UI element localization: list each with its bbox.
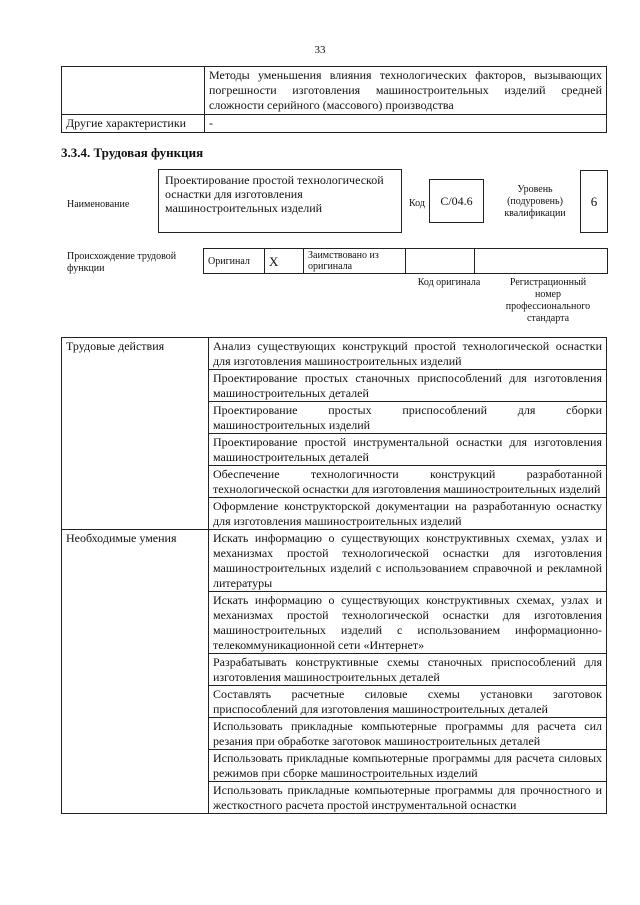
table-row: [204, 249, 608, 274]
origin-label: Происхождение трудовой функции: [67, 251, 177, 274]
registration-number-cell: [475, 249, 608, 274]
category-cell: Необходимые умения: [62, 530, 209, 814]
table-cell-value: Методы уменьшения влияния технологических факторов, вызывающих погрешности изготовления машиностроительных изделий средней сложности серийного (массового) производства: [205, 67, 607, 115]
origin-table: [203, 248, 608, 274]
section-title: 3.3.4. Трудовая функция: [61, 145, 204, 160]
item-cell: Использовать прикладные компьютерные программы для прочностного и жесткостного расчета простой инструментальной оснастки: [209, 782, 607, 814]
name-label: Наименование: [67, 199, 130, 210]
level-label: Уровень (подуровень) квалификации: [504, 184, 566, 219]
borrowed-label: Заимствовано из оригинала: [304, 249, 406, 274]
item-cell: Анализ существующих конструкций простой технологической оснастки для изготовления машиностроительных изделий: [209, 338, 607, 370]
item-cell: Проектирование простых станочных приспособлений для изготовления машиностроительных деталей: [209, 370, 607, 402]
item-cell: Составлять расчетные силовые схемы установки заготовок приспособлений для изготовления машиностроительных деталей: [209, 686, 607, 718]
table-row: [62, 530, 607, 592]
item-cell: Проектирование простых приспособлений для сборки машиностроительных изделий: [209, 402, 607, 434]
original-code-cell: [406, 249, 475, 274]
category-cell: Трудовые действия: [62, 338, 209, 530]
table-row: [62, 67, 607, 115]
table-cell-value: -: [205, 115, 607, 133]
function-code-box: С/04.6: [429, 179, 484, 223]
table-cell-label: Другие характеристики: [62, 115, 205, 133]
registration-caption: Регистрационный номер профессионального стандарта: [505, 277, 591, 324]
table-row: [62, 115, 607, 133]
code-caption: Код оригинала: [417, 277, 481, 288]
item-cell: Оформление конструкторской документации на разработанную оснастку для изготовления машиностроительных изделий: [209, 498, 607, 530]
original-label: Оригинал: [204, 249, 265, 274]
original-mark: X: [265, 249, 304, 274]
table-row: [62, 338, 607, 370]
code-label: Код: [409, 198, 425, 209]
page-number: 33: [314, 44, 326, 56]
item-cell: Проектирование простой инструментальной оснастки для изготовления машиностроительных деталей: [209, 434, 607, 466]
characteristics-table: [61, 66, 607, 133]
labor-function-table: [61, 337, 607, 814]
item-cell: Искать информацию о существующих конструктивных схемах, узлах и механизмах простой технологической оснастки для изготовления машиностроительных изделий с использованием справочной и рекламной литературы: [209, 530, 607, 592]
function-name-box: Проектирование простой технологической оснастки для изготовления машиностроительных изделий: [158, 169, 402, 233]
item-cell: Искать информацию о существующих конструктивных схемах, узлах и механизмах простой технологической оснастки для изготовления машиностроительных изделий с использованием информационно-телекоммуникационной сети «Интернет»: [209, 592, 607, 654]
item-cell: Использовать прикладные компьютерные программы для расчета силовых режимов при сборке машиностроительных изделий: [209, 750, 607, 782]
item-cell: Обеспечение технологичности конструкций разработанной технологической оснастки для изготовления машиностроительных изделий: [209, 466, 607, 498]
item-cell: Использовать прикладные компьютерные программы для расчета сил резания при обработке заготовок машиностроительных деталей: [209, 718, 607, 750]
level-value-box: 6: [580, 170, 608, 233]
item-cell: Разрабатывать конструктивные схемы станочных приспособлений для изготовления машиностроительных деталей: [209, 654, 607, 686]
table-cell-label: [62, 67, 205, 115]
